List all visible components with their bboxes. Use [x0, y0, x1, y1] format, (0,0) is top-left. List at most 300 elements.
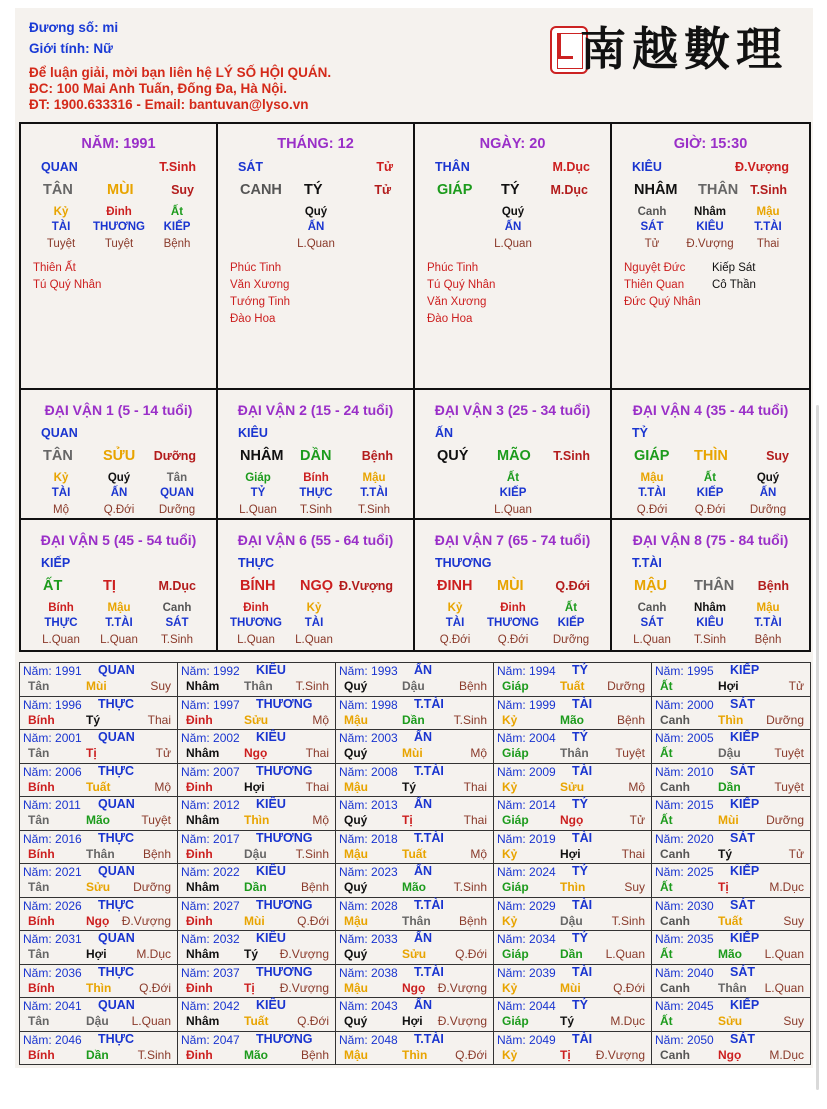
annual-stage: T.Sinh — [137, 1047, 171, 1062]
pillar-can: GIÁP — [437, 182, 473, 198]
annual-chi: Thìn — [560, 880, 586, 894]
dai-van-can: TÂN — [43, 448, 73, 464]
annual-year — [23, 664, 82, 678]
annual-stage: Mộ — [312, 712, 329, 727]
annual-can: Nhâm — [186, 880, 220, 894]
annual-stage: Mộ — [628, 779, 645, 794]
annual-chi: Tý — [244, 947, 259, 961]
annual-year-value: 2021 — [55, 865, 82, 879]
annual-year — [339, 1033, 398, 1047]
annual-cell — [494, 663, 652, 697]
annual-chi: Mão — [86, 813, 110, 827]
star-left: Thiên Quan — [624, 279, 685, 291]
dai-van-can: ẤT — [43, 578, 63, 594]
annual-can: Quý — [344, 1014, 368, 1028]
annual-chi: Mão — [718, 947, 742, 961]
dai-van-cell — [218, 520, 415, 650]
annual-year-label: Năm: — [181, 898, 214, 913]
pillar-title: NĂM: 1991 — [81, 136, 156, 152]
annual-stage: M.Dục — [136, 947, 171, 961]
annual-cell — [494, 764, 652, 798]
annual-cell — [494, 1032, 652, 1066]
annual-god: KIÊU — [256, 663, 286, 677]
annual-can: Quý — [344, 947, 368, 961]
hidden-god: T.TÀI — [754, 617, 782, 629]
hidden-stage: Bệnh — [163, 238, 191, 250]
annual-year-value: 2014 — [529, 798, 556, 812]
dai-van-stage: Suy — [766, 449, 789, 463]
annual-year-label: Năm: — [497, 697, 530, 712]
dai-van-title: ĐẠI VẬN 6 (55 - 64 tuổi) — [237, 532, 394, 548]
annual-stage: Đ.Vượng — [437, 980, 487, 995]
pillar-chi: MÙI — [107, 182, 134, 198]
annual-can: Giáp — [502, 1014, 529, 1028]
dai-van-cell — [21, 520, 218, 650]
hidden-stem: Đinh — [106, 206, 132, 218]
annual-can: Canh — [660, 712, 690, 727]
annual-year-value: 2020 — [687, 831, 714, 846]
annual-can: Tân — [28, 679, 50, 693]
annual-year-label: Năm: — [655, 1032, 688, 1047]
hidden-god: TÀI — [51, 487, 71, 499]
annual-can: Ất — [660, 1014, 673, 1028]
hidden-god: TÀI — [445, 617, 465, 629]
hidden-stem: Mậu — [107, 602, 131, 614]
annual-year-value: 2043 — [371, 999, 398, 1013]
annual-can: Bính — [28, 846, 55, 861]
annual-year-label: Năm: — [23, 731, 56, 745]
dai-van-can: GIÁP — [634, 448, 670, 464]
annual-year — [23, 999, 82, 1013]
annual-cell — [20, 663, 178, 697]
annual-year — [655, 765, 714, 779]
annual-year — [655, 999, 714, 1013]
annual-chi: Hợi — [560, 846, 581, 861]
annual-can: Giáp — [502, 880, 529, 894]
annual-year — [181, 865, 240, 879]
annual-stage: Bệnh — [458, 913, 487, 928]
annual-god: TỶ — [572, 797, 588, 811]
annual-year-value: 2006 — [55, 764, 82, 779]
annual-year-label: Năm: — [497, 1032, 530, 1047]
annual-cell — [652, 697, 810, 731]
annual-stage: Q.Đới — [455, 1047, 487, 1062]
hidden-stem: Mậu — [640, 472, 664, 484]
annual-year-value: 2045 — [687, 999, 714, 1013]
annual-god: SÁT — [730, 830, 755, 845]
annual-stage: Bệnh — [142, 846, 171, 861]
annual-chi: Ngọ — [402, 980, 426, 995]
annual-can: Đinh — [186, 846, 213, 861]
hidden-stem: Bính — [303, 472, 329, 484]
annual-can: Bính — [28, 980, 55, 995]
dai-van-cell — [218, 390, 415, 520]
owner-label: Đương số: — [29, 20, 99, 35]
annual-year-value: 2035 — [687, 932, 714, 946]
annual-stage: Q.Đới — [297, 1014, 329, 1028]
annual-can: Nhâm — [186, 813, 220, 827]
hidden-stem: Giáp — [245, 472, 271, 484]
dai-van-god: T.TÀI — [632, 556, 662, 570]
dai-van-title: ĐẠI VẬN 7 (65 - 74 tuổi) — [434, 532, 591, 548]
annual-stage: Mộ — [470, 746, 487, 760]
annual-chi: Thìn — [402, 1047, 428, 1062]
dai-van-chi: MÃO — [497, 448, 531, 464]
annual-year — [181, 731, 240, 745]
hidden-stem: Quý — [756, 472, 780, 484]
annual-year-label: Năm: — [655, 664, 688, 678]
annual-cell — [494, 730, 652, 764]
annual-chi: Hợi — [402, 1014, 423, 1028]
hidden-stage: Q.Đới — [636, 504, 668, 516]
annual-year-label: Năm: — [655, 764, 688, 779]
annual-god: THỰC — [98, 763, 135, 778]
annual-year — [181, 664, 240, 678]
annual-year-value: 1993 — [371, 664, 398, 678]
dai-van-cell — [21, 390, 218, 520]
annual-god: SÁT — [730, 763, 755, 778]
hidden-stage: Tuyệt — [104, 238, 134, 250]
annual-chi: Tuất — [244, 1014, 269, 1028]
annual-god: THƯƠNG — [256, 830, 313, 845]
annual-year-label: Năm: — [23, 1032, 56, 1047]
hidden-stem: Mậu — [756, 206, 780, 218]
annual-cell — [494, 864, 652, 898]
annual-god: TÀI — [572, 696, 593, 711]
annual-stage: Tử — [788, 846, 804, 861]
pillar-god-left: SÁT — [238, 160, 263, 174]
annual-chi: Mão — [560, 712, 584, 727]
hidden-god: THỰC — [44, 617, 78, 629]
annual-god: THƯƠNG — [256, 897, 313, 912]
annual-can: Ất — [660, 813, 673, 827]
annual-stage: T.Sinh — [611, 913, 645, 928]
annual-can: Giáp — [502, 813, 529, 827]
hidden-stage: Đ.Vượng — [686, 238, 734, 250]
annual-year-value: 2016 — [55, 831, 82, 846]
annual-stage: T.Sinh — [295, 679, 329, 693]
annual-year — [655, 865, 714, 879]
annual-year-label: Năm: — [655, 831, 688, 846]
annual-year — [497, 765, 556, 779]
annual-stage: Thai — [463, 779, 487, 794]
pillar-chi: TÝ — [501, 182, 520, 198]
annual-can: Giáp — [502, 947, 529, 961]
annual-stage: Bệnh — [458, 679, 487, 693]
star-left: Tú Quý Nhân — [427, 279, 496, 291]
pillar-stage: M.Dục — [550, 183, 588, 197]
hidden-stage: L.Quan — [295, 634, 333, 646]
annual-year — [339, 765, 398, 779]
annual-cell — [20, 697, 178, 731]
dai-van-god: THƯƠNG — [435, 556, 492, 570]
annual-year-label: Năm: — [23, 932, 56, 946]
annual-year-value: 2024 — [529, 865, 556, 879]
annual-year-value: 1998 — [371, 697, 398, 712]
annual-god: SÁT — [730, 964, 755, 979]
hidden-stem: Canh — [637, 602, 667, 614]
annual-chi: Thìn — [718, 712, 744, 727]
annual-god: THỰC — [98, 830, 135, 845]
four-pillars-grid — [19, 122, 811, 652]
annual-chi: Dậu — [718, 746, 741, 760]
annual-year — [655, 832, 714, 846]
contact-phone-email: ĐT: 1900.633316 - Email: bantuvan@lyso.vn — [29, 97, 309, 112]
hidden-god: ẤN — [759, 487, 777, 499]
annual-year — [23, 698, 82, 712]
annual-god: QUAN — [98, 864, 135, 878]
star-left: Tướng Tinh — [230, 296, 290, 308]
annual-can: Ất — [660, 880, 673, 894]
annual-stage: Suy — [624, 880, 645, 894]
annual-year-value: 2042 — [213, 999, 240, 1013]
star-right: Cô Thần — [712, 279, 756, 291]
hidden-god: TÀI — [304, 617, 324, 629]
annual-year-value: 2007 — [213, 764, 240, 779]
hidden-stage: Bệnh — [754, 634, 782, 646]
annual-can: Canh — [660, 1047, 690, 1062]
hidden-stem: Quý — [107, 472, 131, 484]
annual-god: QUAN — [98, 797, 135, 811]
annual-god: TỶ — [572, 998, 588, 1012]
brand-logo — [550, 14, 810, 84]
annual-cell — [20, 831, 178, 865]
hidden-stem: Mậu — [756, 602, 780, 614]
annual-stage: Dưỡng — [607, 679, 645, 693]
hidden-stage: L.Quan — [239, 504, 277, 516]
annual-stage: Tử — [788, 679, 804, 693]
annual-year — [181, 765, 240, 779]
annual-year — [655, 932, 714, 946]
hidden-stage: L.Quan — [633, 634, 671, 646]
annual-cell — [20, 864, 178, 898]
annual-year-value: 2008 — [371, 764, 398, 779]
annual-cell — [178, 797, 336, 831]
annual-year-label: Năm: — [23, 664, 56, 678]
annual-can: Mậu — [344, 1047, 368, 1062]
hidden-stage: Tử — [644, 238, 660, 250]
annual-year — [23, 865, 82, 879]
hidden-god: KIẾP — [696, 487, 724, 499]
hidden-stem: Ất — [170, 206, 184, 218]
star-right: Kiếp Sát — [712, 262, 756, 274]
annual-cell — [178, 864, 336, 898]
annual-year-label: Năm: — [23, 831, 56, 846]
annual-stage: Đ.Vượng — [595, 1047, 645, 1062]
annual-cell — [652, 663, 810, 697]
annual-luck-table — [19, 662, 811, 1065]
hidden-god: QUAN — [160, 487, 194, 499]
annual-year-value: 2038 — [371, 965, 398, 980]
annual-chi: Mão — [244, 1047, 268, 1062]
pillar-god-right: Tử — [376, 160, 393, 174]
hidden-god: THƯƠNG — [93, 221, 145, 233]
dai-van-god: TỶ — [632, 426, 648, 440]
annual-year — [181, 899, 240, 913]
annual-chi: Sửu — [718, 1014, 743, 1028]
annual-cell — [178, 697, 336, 731]
dai-van-can: NHÂM — [240, 448, 284, 464]
dai-van-stage: Bệnh — [361, 449, 393, 463]
annual-cell — [652, 965, 810, 999]
annual-stage: L.Quan — [605, 947, 645, 961]
annual-god: KIÊU — [256, 998, 286, 1012]
annual-can: Nhâm — [186, 947, 220, 961]
annual-year — [339, 832, 398, 846]
annual-god: KIÊU — [256, 931, 286, 945]
annual-chi: Sửu — [402, 947, 427, 961]
annual-can: Tân — [28, 746, 50, 760]
annual-year — [497, 865, 556, 879]
pillar-cell — [612, 124, 809, 390]
annual-year-label: Năm: — [655, 865, 688, 879]
hidden-stem: Canh — [637, 206, 667, 218]
annual-year-value: 2039 — [529, 965, 556, 980]
annual-god: TÀI — [572, 964, 593, 979]
annual-cell — [336, 864, 494, 898]
annual-chi: Thìn — [244, 813, 270, 827]
annual-year — [181, 999, 240, 1013]
annual-year-label: Năm: — [339, 697, 372, 712]
annual-can: Ất — [660, 679, 673, 693]
annual-can: Giáp — [502, 746, 529, 760]
annual-god: TÀI — [572, 1031, 593, 1046]
pillar-stage: Tử — [374, 183, 391, 197]
hidden-stem: Kỷ — [447, 602, 463, 614]
pillar-chi: TÝ — [304, 182, 323, 198]
annual-chi: Hợi — [244, 779, 265, 794]
annual-chi: Thân — [86, 846, 115, 861]
hidden-stage: Q.Đới — [103, 504, 135, 516]
pillar-chi: THÂN — [698, 182, 739, 198]
pillar-cell — [415, 124, 612, 390]
hidden-god: ẤN — [110, 487, 128, 499]
hidden-god: KIẾP — [499, 487, 527, 499]
annual-stage: Tuyệt — [774, 779, 804, 794]
annual-god: TỶ — [572, 864, 588, 878]
annual-stage: Tuyệt — [615, 746, 645, 760]
annual-chi: Tý — [86, 712, 101, 727]
annual-chi: Ngọ — [560, 813, 584, 827]
annual-cell — [652, 898, 810, 932]
page-scrollbar[interactable] — [816, 405, 819, 1090]
annual-year — [339, 966, 398, 980]
annual-chi: Mùi — [86, 679, 107, 693]
annual-year-label: Năm: — [181, 999, 214, 1013]
annual-stage: Suy — [783, 913, 804, 928]
annual-god: KIÊU — [256, 797, 286, 811]
annual-year-value: 2018 — [371, 831, 398, 846]
annual-chi: Hợi — [718, 679, 739, 693]
annual-can: Tân — [28, 880, 50, 894]
annual-stage: Bệnh — [300, 1047, 329, 1062]
annual-can: Đinh — [186, 980, 213, 995]
annual-chi: Tý — [402, 779, 417, 794]
annual-year — [181, 1033, 240, 1047]
annual-god: T.TÀI — [414, 830, 444, 845]
annual-can: Quý — [344, 813, 368, 827]
hidden-stage: Mộ — [53, 504, 69, 516]
annual-cell — [336, 764, 494, 798]
annual-can: Mậu — [344, 913, 368, 928]
annual-year-label: Năm: — [339, 731, 372, 745]
annual-year — [497, 731, 556, 745]
annual-stage: Bệnh — [616, 712, 645, 727]
annual-cell — [494, 797, 652, 831]
annual-chi: Ngọ — [86, 913, 110, 928]
contact-line-1: Để luận giải, mời bạn liên hệ LÝ SỐ HỘI QUÁN. — [29, 65, 332, 80]
annual-year-value: 2034 — [529, 932, 556, 946]
dai-van-chi: THÌN — [694, 448, 728, 464]
annual-chi: Thân — [244, 679, 273, 693]
annual-cell — [20, 998, 178, 1032]
annual-god: ẤN — [414, 663, 433, 677]
annual-stage: Mộ — [470, 846, 487, 861]
annual-year-value: 2046 — [55, 1032, 82, 1047]
dai-van-can: QUÝ — [437, 448, 469, 464]
pillar-stage: T.Sinh — [750, 183, 787, 197]
hidden-stage: Thai — [756, 238, 780, 250]
annual-stage: Thai — [147, 712, 171, 727]
annual-year — [655, 1033, 714, 1047]
annual-god: THƯƠNG — [256, 964, 313, 979]
annual-stage: L.Quan — [764, 980, 804, 995]
annual-god: ẤN — [414, 931, 433, 945]
annual-year — [23, 1033, 82, 1047]
annual-god: KIÊU — [256, 864, 286, 878]
annual-cell — [20, 965, 178, 999]
annual-cell — [336, 898, 494, 932]
annual-year-value: 2031 — [55, 932, 82, 946]
annual-cell — [652, 797, 810, 831]
annual-year-label: Năm: — [497, 831, 530, 846]
annual-year — [497, 999, 556, 1013]
hidden-stage: Dưỡng — [552, 634, 590, 646]
annual-cell — [336, 730, 494, 764]
annual-god: KIẾP — [730, 797, 760, 811]
annual-stage: L.Quan — [764, 947, 804, 961]
annual-cell — [20, 764, 178, 798]
star-left: Đức Quý Nhân — [624, 296, 701, 308]
annual-year-label: Năm: — [497, 865, 530, 879]
annual-god: SÁT — [730, 1031, 755, 1046]
annual-can: Canh — [660, 846, 690, 861]
annual-chi: Tuất — [718, 913, 743, 928]
annual-god: KIẾP — [730, 931, 760, 945]
annual-cell — [336, 1032, 494, 1066]
hidden-stem: Kỷ — [306, 602, 322, 614]
annual-stage: Tuyệt — [141, 813, 171, 827]
annual-year-label: Năm: — [181, 764, 214, 779]
annual-year — [339, 999, 398, 1013]
annual-cell — [652, 864, 810, 898]
annual-year-value: 1991 — [55, 664, 82, 678]
annual-year-value: 1999 — [529, 697, 556, 712]
annual-god: TÀI — [572, 830, 593, 845]
annual-year-value: 2040 — [687, 965, 714, 980]
annual-cell — [20, 797, 178, 831]
hidden-god: T.TÀI — [754, 221, 782, 233]
annual-god: QUAN — [98, 931, 135, 945]
annual-chi: Sửu — [244, 712, 269, 727]
annual-chi: Mùi — [560, 980, 581, 995]
pillar-title: THÁNG: 12 — [277, 136, 354, 152]
annual-god: ẤN — [414, 864, 433, 878]
annual-stage: Dưỡng — [133, 880, 171, 894]
annual-stage: L.Quan — [131, 1014, 171, 1028]
owner-value: mi — [102, 20, 119, 35]
annual-god: QUAN — [98, 663, 135, 677]
